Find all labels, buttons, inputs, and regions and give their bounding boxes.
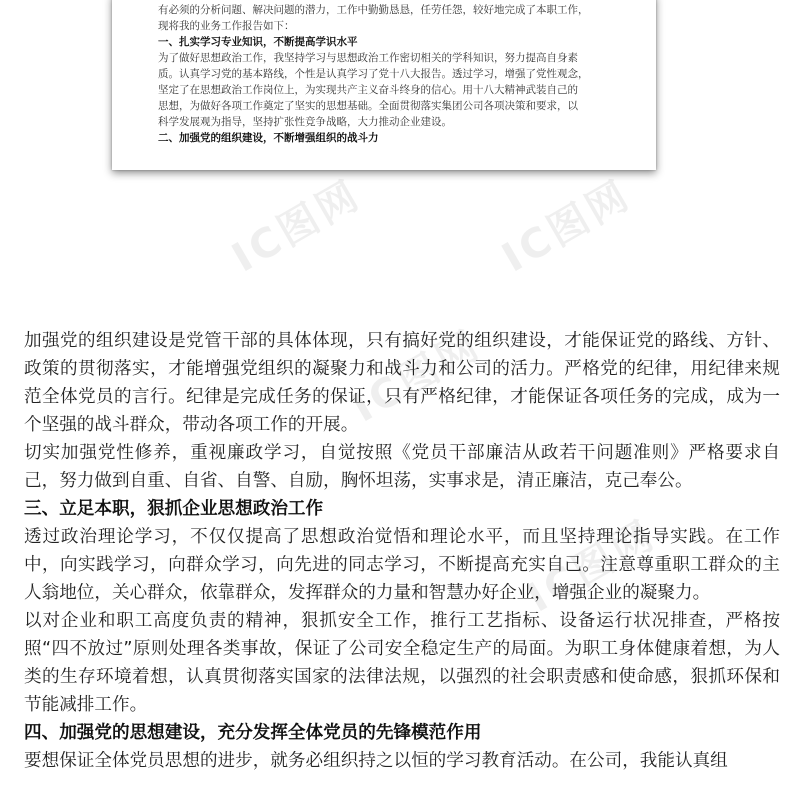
- paragraph-theory: 透过政治理论学习，不仅仅提高了思想政治觉悟和理论水平，而且坚持理论指导实践。在工作中，向实践学习，向群众学习，向先进的同志学习，不断提高充实自己。注意尊重职工群众的主人翁地位，关心群众，依靠群众，发挥群众的力量和智慧办好企业，增强企业的凝聚力。: [24, 527, 780, 603]
- document-preview-card: [112, 0, 656, 170]
- preview-line: 现将我的业务工作报告如下：: [158, 20, 295, 32]
- watermark-3: IC图网: [344, 321, 490, 432]
- document-body: [24, 327, 780, 775]
- watermark-1: IC图网: [224, 171, 370, 282]
- heading-section-4: 四、加强党的思想建设，充分发挥全体党员的先锋模范作用: [24, 723, 482, 743]
- preview-heading-2: 二、加强党的组织建设，不断增强组织的战斗力: [158, 132, 379, 144]
- watermark-4: IC图网: [519, 511, 665, 622]
- watermark-2: IC图网: [494, 171, 640, 282]
- paragraph-organization: 加强党的组织建设是党管干部的具体体现，只有搞好党的组织建设，才能保证党的路线、方针、政策的贯彻落实，才能增强党组织的凝聚力和战斗力和公司的活力。严格党的纪律，用纪律来规范全体党员的言行。纪律是完成任务的保证，只有严格纪律，才能保证各项任务的完成，成为一个坚强的战斗群众，带动各项工作的开展。: [24, 331, 780, 435]
- paragraph-safety: 以对企业和职工高度负责的精神，狠抓安全工作，推行工艺指标、设备运行状况排查，严格按照“四不放过”原则处理各类事故，保证了公司安全稳定生产的局面。为职工身体健康着想，为人类的生存环境着想，认真贯彻落实国家的法律法规，以强烈的社会职责感和使命感，狠抓环保和节能减排工作。: [24, 611, 780, 715]
- preview-line: 有必须的分析问题、解决问题的潜力，工作中勤勤恳恳，任劳任怨，较好地完成了本职工作，: [158, 4, 589, 16]
- heading-section-3: 三、立足本职，狠抓企业思想政治工作: [24, 499, 324, 519]
- preview-line: 科学发展观为指导，坚持扩张性竞争战略，大力推动企业建设。: [158, 116, 452, 128]
- preview-line: 为了做好思想政治工作，我坚持学习与思想政治工作密切相关的学科知识，努力提高自身素: [158, 52, 578, 64]
- paragraph-party-spirit: 切实加强党性修养，重视廉政学习，自觉按照《党员干部廉洁从政若干问题准则》严格要求自己，努力做到自重、自省、自警、自励，胸怀坦荡，实事求是，清正廉洁，克己奉公。: [24, 443, 780, 491]
- preview-heading-1: 一、扎实学习专业知识，不断提高学识水平: [158, 36, 358, 48]
- paragraph-cut-off: 要想保证全体党员思想的进步，就务必组织持之以恒的学习教育活动。在公司，我能认真组: [24, 751, 728, 771]
- preview-line: 坚定了在思想政治工作岗位上，为实现共产主义奋斗终身的信心。用十八大精神武装自己的: [158, 84, 578, 96]
- preview-line: 思想，为做好各项工作奠定了坚实的思想基础。全面贯彻落实集团公司各项决策和要求，以: [158, 100, 578, 112]
- preview-line: 质。认真学习党的基本路线，个性是认真学习了党十八大报告。透过学习，增强了党性观念，: [158, 68, 589, 80]
